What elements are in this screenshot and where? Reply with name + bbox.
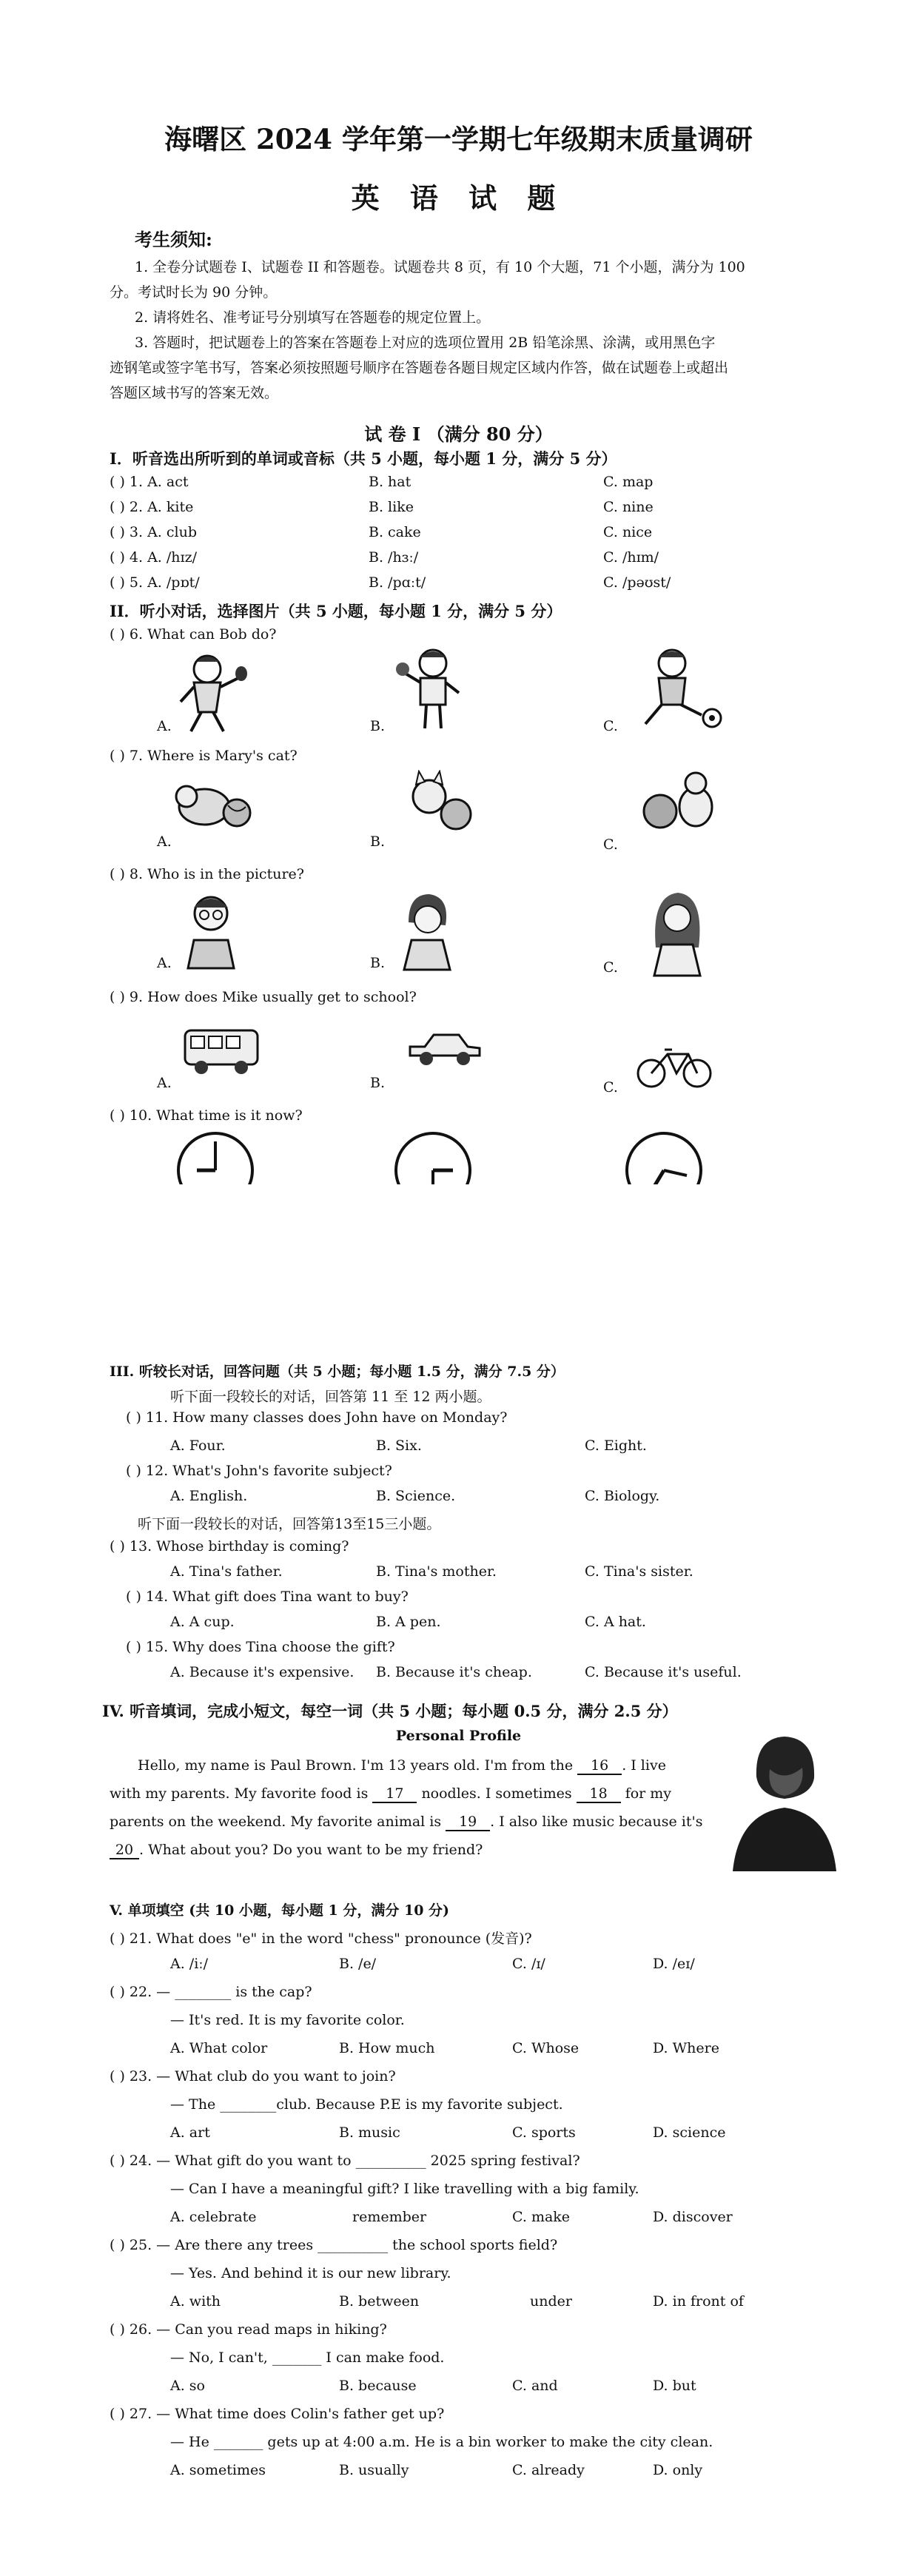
option-a: A. Four.	[170, 1438, 226, 1454]
option-b: B. between	[339, 2293, 420, 2310]
question-22: ( ) 22. — ________ is the cap?	[110, 1984, 312, 2000]
option-c: C. Biology.	[585, 1488, 660, 1504]
option-c: C. Whose	[512, 2040, 580, 2056]
option-a: A. English.	[170, 1488, 248, 1504]
cat-on-yarn-picture	[392, 770, 481, 836]
section-two-title: II．听小对话，选择图片（共 5 小题，每小题 1 分，满分 5 分）	[110, 602, 562, 620]
blank-16: 16	[577, 1757, 622, 1775]
option-c: C. already	[512, 2462, 585, 2478]
question-25: ( ) 25. — Are there any trees __________ the school sports field?	[110, 2237, 558, 2253]
option-b: B. Science.	[376, 1488, 456, 1504]
option-c: C. /hɪm/	[603, 549, 659, 566]
option-a: A. Because it's expensive.	[170, 1664, 355, 1680]
profile-line	[110, 1785, 671, 1803]
profile-text: . I live	[622, 1757, 666, 1774]
question-4: ( ) 4. A. /hɪz/	[110, 549, 197, 566]
clock-picture-a	[175, 1130, 256, 1189]
option-c: C. Because it's useful.	[585, 1664, 742, 1680]
option-a-label: A.	[157, 1075, 172, 1091]
question-10: ( ) 10. What time is it now?	[110, 1107, 303, 1124]
option-b: B. cake	[369, 524, 421, 540]
question-27: ( ) 27. — What time does Colin's father get up?	[110, 2406, 445, 2422]
option-a-label: A.	[157, 718, 172, 734]
section-one-title: I．听音选出所听到的单词或音标（共 5 小题，每小题 1 分，满分 5 分）	[110, 449, 617, 468]
option-c: C. nine	[603, 499, 654, 515]
option-c: C. and	[512, 2378, 558, 2394]
option-a: A. so	[170, 2378, 205, 2394]
profile-line	[110, 1842, 483, 1859]
option-a: A. A cup.	[170, 1614, 235, 1630]
question-9: ( ) 9. How does Mike usually get to school?	[110, 989, 417, 1005]
option-a: A. /iː/	[170, 1956, 209, 1972]
section-three-intro: 听下面一段较长的对话，回答第 11 至 12 两小题。	[170, 1389, 491, 1405]
option-c: C. Tina's sister.	[585, 1563, 693, 1580]
response: — Can I have a meaningful gift? I like travelling with a big family.	[170, 2181, 639, 2197]
clock-picture-b	[392, 1130, 474, 1189]
notice-line: 3. 答题时，把试题卷上的答案在答题卷上对应的选项位置用 2B 铅笔涂黑、涂满，或用黑色字	[135, 335, 716, 351]
option-b-label: B.	[370, 1075, 386, 1091]
paper-one-title: 试 卷 I （满分 80 分）	[364, 423, 553, 445]
option-a: A. What color	[170, 2040, 268, 2056]
option-b: B. /pɑːt/	[369, 574, 426, 591]
question-11: ( ) 11. How many classes does John have on Monday?	[126, 1409, 508, 1426]
option-c-label: C.	[603, 1079, 618, 1096]
section-three-title: III. 听较长对话，回答问题（共 5 小题；每小题 1.5 分，满分 7.5 分）	[110, 1364, 565, 1380]
notice-line: 分。考试时长为 90 分钟。	[110, 284, 278, 301]
subject-title: 英 语 试 题	[351, 181, 566, 215]
option-c: C. make	[512, 2209, 571, 2225]
question-7: ( ) 7. Where is Mary's cat?	[110, 748, 298, 764]
boy-ping-pong-picture	[164, 648, 253, 737]
response: — Yes. And behind it is our new library.	[170, 2265, 451, 2281]
option-a: A. Tina's father.	[170, 1563, 283, 1580]
question-26: ( ) 26. — Can you read maps in hiking?	[110, 2321, 387, 2338]
question-14: ( ) 14. What gift does Tina want to buy?	[126, 1589, 409, 1605]
profile-line	[110, 1814, 702, 1831]
option-b: B. usually	[339, 2462, 409, 2478]
option-d: D. Where	[653, 2040, 719, 2056]
page-gap	[0, 1184, 917, 1362]
profile-text: Hello, my name is Paul Brown. I'm 13 years old. I'm from the	[138, 1757, 574, 1774]
option-a: A. art	[170, 2124, 210, 2141]
option-c: C. nice	[603, 524, 653, 540]
notice-heading: 考生须知:	[135, 229, 212, 250]
boy-basketball-picture	[392, 644, 474, 733]
section-three-intro: 听下面一段较长的对话，回答第13至15三小题。	[138, 1516, 441, 1532]
option-b-label: B.	[370, 955, 386, 971]
cat-with-yarn-picture	[169, 770, 258, 836]
notice-line: 迹钢笔或签字笔书写，答案必须按照题号顺序在答题卷各题目规定区域内作答，做在试题卷上或超出	[110, 360, 729, 376]
option-b: B. like	[369, 499, 414, 515]
option-b-label: B.	[370, 833, 386, 850]
question-23: ( ) 23. — What club do you want to join?	[110, 2068, 396, 2084]
option-c: C. /ɪ/	[512, 1956, 545, 1972]
man-with-glasses-picture	[178, 888, 244, 970]
option-a-label: A.	[157, 955, 172, 971]
blank-20: 20	[110, 1842, 139, 1859]
woman-short-hair-picture	[394, 890, 460, 971]
option-c: C. A hat.	[585, 1614, 646, 1630]
option-c: C. Eight.	[585, 1438, 647, 1454]
response: — It's red. It is my favorite color.	[170, 2012, 405, 2028]
option-b: B. because	[339, 2378, 417, 2394]
option-b: B. How much	[339, 2040, 435, 2056]
question-2: ( ) 2. A. kite	[110, 499, 194, 515]
option-b: B. /hɜː/	[369, 549, 419, 566]
exam-title: 海曙区 2024 学年第一学期七年级期末质量调研	[164, 123, 753, 155]
profile-text: . I also like music because it's	[490, 1814, 703, 1830]
option-a: A. sometimes	[170, 2462, 266, 2478]
question-24: ( ) 24. — What gift do you want to __________ 2025 spring festival?	[110, 2153, 580, 2169]
woman-long-hair-picture	[644, 888, 711, 977]
notice-line: 1. 全卷分试题卷 I、试题卷 II 和答题卷。试题卷共 8 页，有 10 个大题，71 个小题，满分为 100	[135, 259, 745, 275]
option-c: C. /pəʊst/	[603, 574, 671, 591]
option-d: D. but	[653, 2378, 696, 2394]
profile-title: Personal Profile	[395, 1728, 522, 1744]
question-5: ( ) 5. A. /pɒt/	[110, 574, 200, 591]
profile-text: for my	[625, 1785, 672, 1802]
option-d: D. only	[653, 2462, 703, 2478]
option-b-label: B.	[370, 718, 386, 734]
cat-beside-yarn-picture	[634, 767, 722, 841]
profile-text: with my parents. My favorite food is	[110, 1785, 369, 1802]
question-8: ( ) 8. Who is in the picture?	[110, 866, 304, 882]
option-d: D. in front of	[653, 2293, 744, 2310]
profile-text: parents on the weekend. My favorite animal is	[110, 1814, 442, 1830]
notice-line: 答题区域书写的答案无效。	[110, 385, 279, 401]
profile-text: noodles. I sometimes	[421, 1785, 572, 1802]
option-d: D. science	[653, 2124, 726, 2141]
option-a-label: A.	[157, 833, 172, 850]
blank-17: 17	[372, 1785, 417, 1803]
option-b: B. A pen.	[376, 1614, 441, 1630]
boy-silhouette-picture	[725, 1725, 844, 1873]
option-b: B. music	[339, 2124, 400, 2141]
option-c-label: C.	[603, 836, 618, 853]
option-d: D. discover	[653, 2209, 733, 2225]
option-c: C. sports	[512, 2124, 576, 2141]
question-3: ( ) 3. A. club	[110, 524, 197, 540]
option-b: remember	[352, 2209, 427, 2225]
profile-text: . What about you? Do you want to be my friend?	[139, 1842, 483, 1858]
clock-picture-c	[623, 1130, 705, 1189]
boy-soccer-picture	[629, 644, 725, 733]
section-four-title: IV. 听音填词，完成小短文，每空一词（共 5 小题；每小题 0.5 分，满分 2.5 分）	[102, 1702, 678, 1720]
option-c: under	[530, 2293, 572, 2310]
option-c-label: C.	[603, 959, 618, 976]
question-6: ( ) 6. What can Bob do?	[110, 626, 277, 643]
option-b: B. Because it's cheap.	[376, 1664, 532, 1680]
profile-line	[138, 1757, 666, 1775]
option-b: B. Tina's mother.	[376, 1563, 497, 1580]
option-c-label: C.	[603, 718, 618, 734]
response: — The ________club. Because P.E is my favorite subject.	[170, 2096, 563, 2113]
notice-line: 2. 请将姓名、准考证号分别填写在答题卷的规定位置上。	[135, 309, 491, 326]
blank-18: 18	[577, 1785, 621, 1803]
option-d: D. /eɪ/	[653, 1956, 695, 1972]
response: — He _______ gets up at 4:00 a.m. He is a bin worker to make the city clean.	[170, 2434, 713, 2450]
section-five-title: V. 单项填空 (共 10 小题，每小题 1 分，满分 10 分)	[110, 1902, 450, 1919]
bicycle-picture	[634, 1039, 715, 1091]
option-c: C. map	[603, 474, 654, 490]
option-b: B. Six.	[376, 1438, 422, 1454]
question-1: ( ) 1. A. act	[110, 474, 189, 490]
option-b: B. /e/	[339, 1956, 377, 1972]
question-13: ( ) 13. Whose birthday is coming?	[110, 1538, 349, 1554]
option-a: A. celebrate	[170, 2209, 257, 2225]
question-21: ( ) 21. What does "e" in the word "chess" pronounce (发音)?	[110, 1931, 532, 1947]
car-picture	[404, 1026, 486, 1070]
option-a: A. with	[170, 2293, 221, 2310]
response: — No, I can't, _______ I can make food.	[170, 2349, 445, 2366]
question-15: ( ) 15. Why does Tina choose the gift?	[126, 1639, 395, 1655]
bus-picture	[181, 1026, 262, 1078]
blank-19: 19	[446, 1814, 490, 1831]
option-b: B. hat	[369, 474, 412, 490]
question-12: ( ) 12. What's John's favorite subject?	[126, 1463, 392, 1479]
